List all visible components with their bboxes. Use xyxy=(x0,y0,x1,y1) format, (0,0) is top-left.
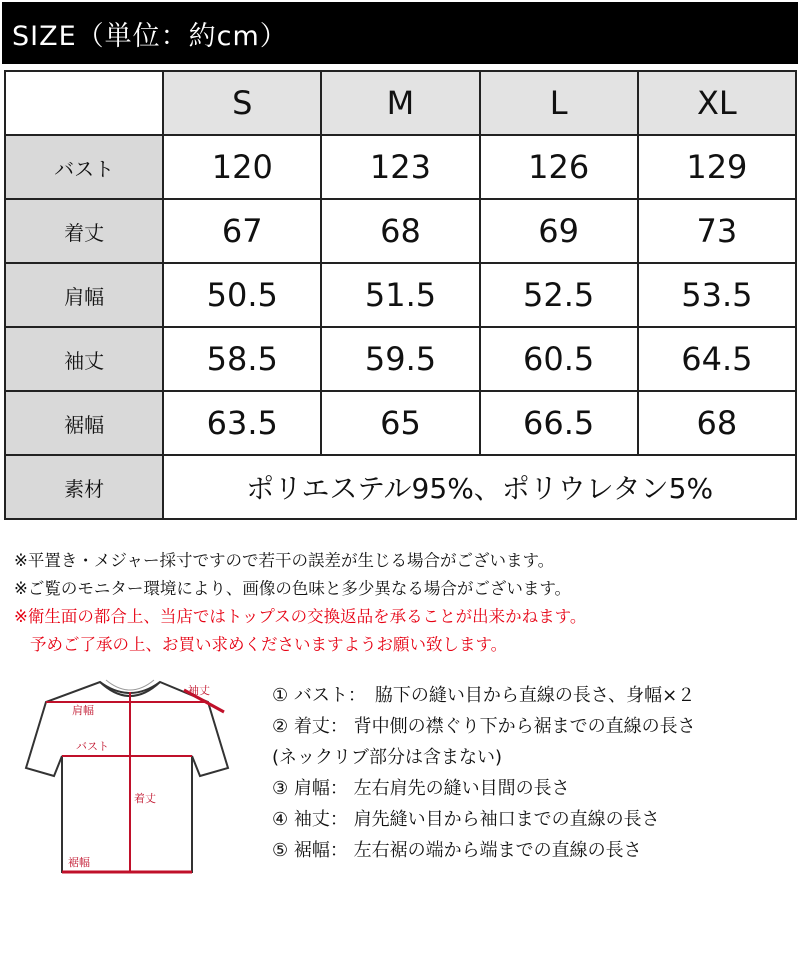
legend-bust: ① バスト： 脇下の縫い目から直線の長さ、身幅×２ xyxy=(272,685,696,706)
table-cell: 64.5 xyxy=(638,327,796,391)
size-col-l: L xyxy=(480,71,638,135)
notes xyxy=(14,547,586,659)
legend-length-note: (ネックリブ部分は含まない) xyxy=(272,747,503,768)
table-cell: 73 xyxy=(638,199,796,263)
size-col-xl: XL xyxy=(638,71,796,135)
length-label: 着丈 xyxy=(134,792,156,805)
hem-label: 裾幅 xyxy=(68,856,90,869)
row-label: バスト xyxy=(5,135,163,199)
table-cell: 65 xyxy=(321,391,479,455)
note-hygiene-cont: 予めご了承の上、お買い求めくださいますようお願い致します。 xyxy=(30,635,508,654)
material-value: ポリエステル95%、ポリウレタン5% xyxy=(163,455,796,519)
table-cell: 50.5 xyxy=(163,263,321,327)
size-header xyxy=(2,2,798,64)
bust-label: バスト xyxy=(76,740,109,753)
row-label: 肩幅 xyxy=(5,263,163,327)
table-cell: 58.5 xyxy=(163,327,321,391)
legend-length: ② 着丈： 背中側の襟ぐり下から裾までの直線の長さ xyxy=(272,716,696,737)
size-header-row xyxy=(5,71,796,135)
table-cell: 129 xyxy=(638,135,796,199)
row-label: 裾幅 xyxy=(5,391,163,455)
table-cell: 68 xyxy=(321,199,479,263)
table-cell: 120 xyxy=(163,135,321,199)
note-measurement: ※平置き・メジャー採寸ですので若干の誤差が生じる場合がございます。 xyxy=(14,551,555,570)
note-monitor: ※ご覧のモニター環境により、画像の色味と多少異なる場合がございます。 xyxy=(14,579,572,598)
table-cell: 66.5 xyxy=(480,391,638,455)
table-cell: 67 xyxy=(163,199,321,263)
table-cell: 63.5 xyxy=(163,391,321,455)
page-title: SIZE（単位：約cm） xyxy=(12,20,288,52)
table-cell: 51.5 xyxy=(321,263,479,327)
table-row xyxy=(5,263,796,327)
sleeve-label: 袖丈 xyxy=(188,684,210,697)
note-hygiene: ※衛生面の都合上、当店ではトップスの交換返品を承ることが出来かねます。 xyxy=(14,607,587,626)
table-cell: 69 xyxy=(480,199,638,263)
size-col-m: M xyxy=(321,71,479,135)
row-label: 袖丈 xyxy=(5,327,163,391)
corner-cell xyxy=(5,71,163,135)
table-cell: 59.5 xyxy=(321,327,479,391)
table-row xyxy=(5,327,796,391)
tshirt-diagram xyxy=(20,676,240,881)
shoulder-label: 肩幅 xyxy=(72,704,94,717)
table-cell: 53.5 xyxy=(638,263,796,327)
table-row xyxy=(5,135,796,199)
material-label: 素材 xyxy=(5,455,163,519)
row-label: 着丈 xyxy=(5,199,163,263)
legend-sleeve: ④ 袖丈： 肩先縫い目から袖口までの直線の長さ xyxy=(272,809,660,830)
size-col-s: S xyxy=(163,71,321,135)
table-cell: 123 xyxy=(321,135,479,199)
size-table xyxy=(4,70,797,520)
table-row xyxy=(5,199,796,263)
table-cell: 52.5 xyxy=(480,263,638,327)
measurement-legend xyxy=(272,680,696,866)
tshirt-outline xyxy=(26,682,228,872)
legend-shoulder: ③ 肩幅： 左右肩先の縫い目間の長さ xyxy=(272,778,570,799)
table-cell: 126 xyxy=(480,135,638,199)
table-row xyxy=(5,391,796,455)
material-row xyxy=(5,455,796,519)
legend-hem: ⑤ 裾幅： 左右裾の端から端までの直線の長さ xyxy=(272,840,642,861)
table-cell: 60.5 xyxy=(480,327,638,391)
table-cell: 68 xyxy=(638,391,796,455)
